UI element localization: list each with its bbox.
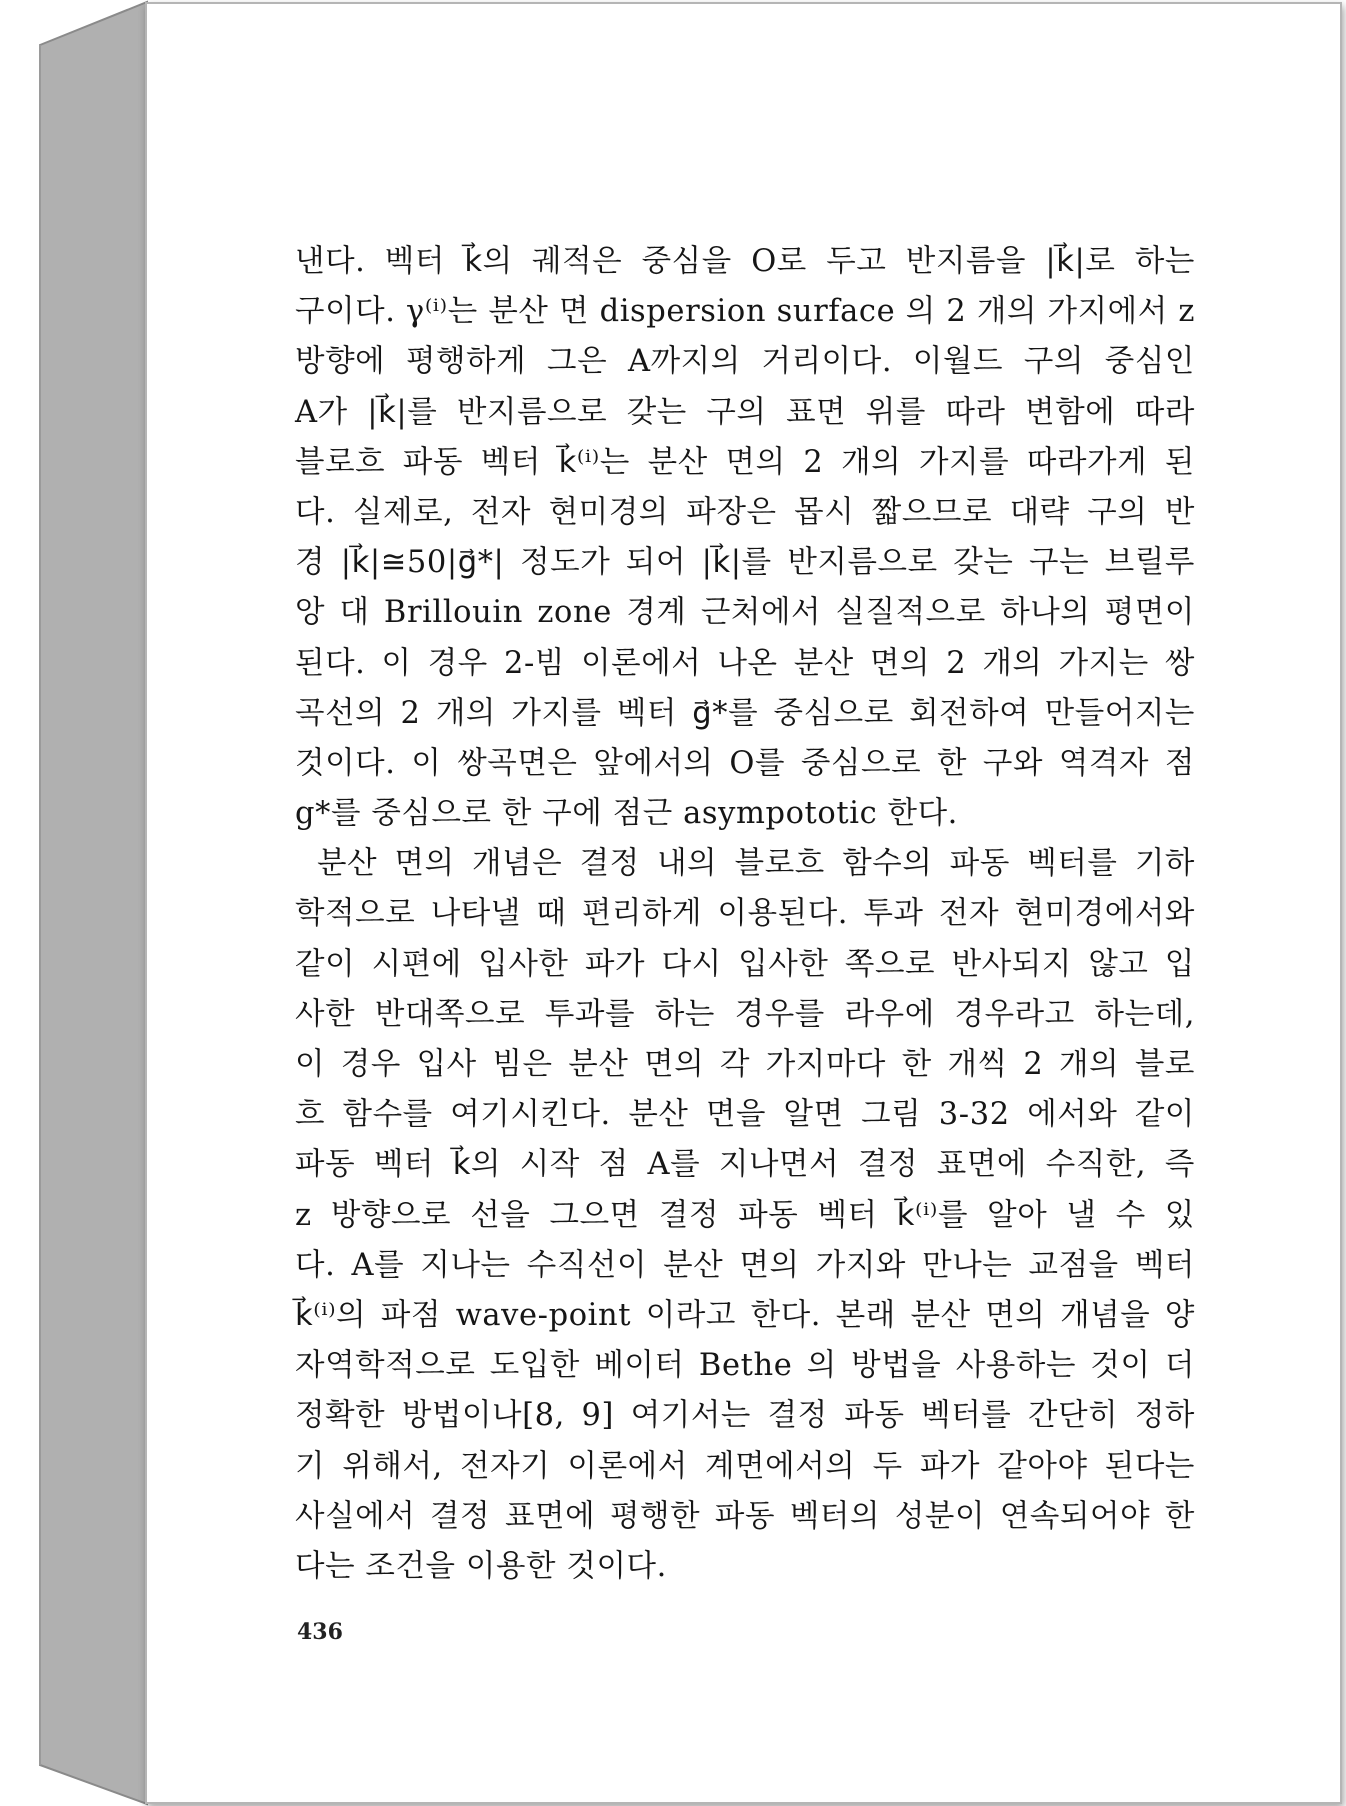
body-text [295,236,1195,1591]
page-number: 436 [297,1619,343,1645]
text-line: 사한 반대쪽으로 투과를 하는 경우를 라우에 경우라고 하는데, [295,996,1195,1032]
text-line: 학적으로 나타낼 때 편리하게 이용된다. 투과 전자 현미경에서와 [295,896,1195,932]
text-line: 이 경우 입사 빔은 분산 면의 각 가지마다 한 개씩 2 개의 블로 [295,1047,1195,1082]
text-line: 흐 함수를 여기시킨다. 분산 면을 알면 그림 3-32 에서와 같이 [295,1097,1195,1133]
text-line: 자역학적으로 도입한 베이터 Bethe 의 방법을 사용하는 것이 더 [295,1348,1195,1384]
text-line: 다는 조건을 이용한 것이다. [295,1548,667,1584]
text-line: 앙 대 Brillouin zone 경계 근처에서 실질적으로 하나의 평면이 [295,595,1195,631]
text-line: 곡선의 2 개의 가지를 벡터 g⃗*를 중심으로 회전하여 만들어지는 [295,695,1195,731]
text-line: 구이다. γ⁽ⁱ⁾는 분산 면 dispersion surface 의 2 개의 가지에서 z [295,294,1195,330]
text-line: 파동 벡터 k⃗의 시작 점 A를 지나면서 결정 표면에 수직한, 즉 [295,1147,1195,1183]
book-spine-edge [0,0,150,1806]
text-line: 된다. 이 경우 2-빔 이론에서 나온 분산 면의 2 개의 가지는 쌍 [295,645,1195,681]
text-line: 것이다. 이 쌍곡면은 앞에서의 O를 중심으로 한 구와 역격자 점 [295,745,1195,781]
text-line: 기 위해서, 전자기 이론에서 계면에서의 두 파가 같아야 된다는 [295,1448,1195,1484]
text-line: 방향에 평행하게 그은 A까지의 거리이다. 이월드 구의 중심인 [295,344,1195,380]
text-line: z 방향으로 선을 그으면 결정 파동 벡터 k⃗⁽ⁱ⁾를 알아 낼 수 있 [295,1197,1195,1233]
text-line: A가 |k⃗|를 반지름으로 갖는 구의 표면 위를 따라 변함에 따라 [295,394,1195,430]
text-line: 블로흐 파동 벡터 k⃗⁽ⁱ⁾는 분산 면의 2 개의 가지를 따라가게 된 [295,444,1195,480]
text-line: k⃗⁽ⁱ⁾의 파점 wave-point 이라고 한다. 본래 분산 면의 개념을 양 [295,1297,1195,1333]
text-line: 분산 면의 개념은 결정 내의 블로흐 함수의 파동 벡터를 기하 [317,846,1195,882]
text-line: 경 |k⃗|≅50|g⃗*| 정도가 되어 |k⃗|를 반지름으로 갖는 구는 브릴루 [295,545,1195,581]
text-line: 정확한 방법이나[8, 9] 여기서는 결정 파동 벡터를 간단히 정하 [295,1398,1195,1434]
text-line: g*를 중심으로 한 구에 점근 asympototic 한다. [295,796,958,832]
text-line: 같이 시편에 입사한 파가 다시 입사한 쪽으로 반사되지 않고 입 [295,946,1195,982]
text-line: 사실에서 결정 표면에 평행한 파동 벡터의 성분이 연속되어야 한 [295,1498,1195,1534]
text-line: 다. 실제로, 전자 현미경의 파장은 몹시 짧으므로 대략 구의 반 [295,494,1195,530]
text-line: 다. A를 지나는 수직선이 분산 면의 가지와 만나는 교점을 벡터 [295,1247,1195,1283]
text-line: 낸다. 벡터 k⃗의 궤적은 중심을 O로 두고 반지름을 |k⃗|로 하는 [295,244,1195,279]
